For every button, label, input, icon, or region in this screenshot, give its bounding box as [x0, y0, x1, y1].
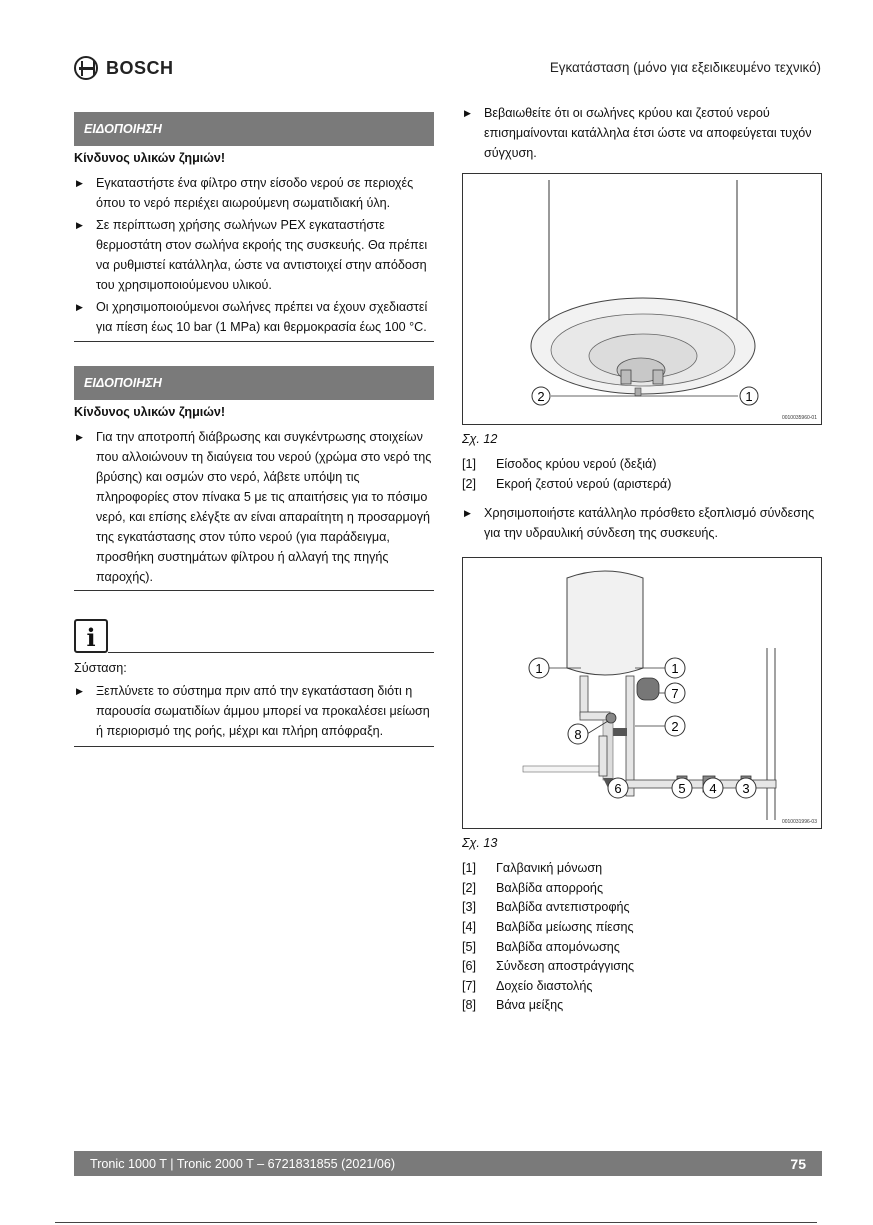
list-item: ▶ Βεβαιωθείτε ότι οι σωλήνες κρύου και ζεστού νερού επισημαίνονται κατάλληλα έτσι ώστε να αποφεύγεται τυχόν σύγχυση.	[462, 103, 822, 163]
bosch-armature-icon	[74, 56, 98, 80]
page-number: 75	[790, 1155, 806, 1172]
legend-item: [1] Γαλβανική μόνωση	[462, 861, 603, 876]
list-item: ▶ Σε περίπτωση χρήσης σωλήνων PEX εγκαταστήστε θερμοστάτη στον σωλήνα εκροής της συσκευής. Θα πρέπει να ρυθμιστεί κατάλληλα, ώστε να αντιστοιχεί στην απόδοση του χρησιμοποιούμενου υλικού.	[74, 215, 434, 295]
legend-item: [3] Βαλβίδα αντεπιστροφής	[462, 900, 630, 915]
figure-13	[462, 557, 822, 829]
legend-item: [7] Δοχείο διαστολής	[462, 978, 593, 993]
callout-4: 4	[709, 781, 717, 797]
legend-item: [5] Βαλβίδα απομόνωσης	[462, 939, 620, 954]
callout-3: 3	[742, 781, 750, 797]
figure-12	[462, 173, 822, 425]
callout-2: 2	[671, 719, 679, 735]
section-title: Εγκατάσταση (μόνο για εξειδικευμένο τεχνικό)	[549, 60, 821, 75]
callout-1-right: 1	[671, 661, 679, 677]
list-item: ▶ Για την αποτροπή διάβρωσης και συγκέντρωσης στοιχείων που αλλοιώνουν τη διαύγεια του νερού (χρώμα στο νερό της βρύσης) και οσμών στο νερό, λάβετε υπόψη τις πληροφορίες στον πίνακα 5 με τις απαιτήσεις για το πόσιμο νερό, και επίσης ελέγξτε αν είναι απαραίτητη η προσαρμογή της εγκατάστασης στον τύπο νερού (για παράδειγμα, προσθήκη συστημάτων φίλτρου ή αλλαγή της πηγής παροχής).	[74, 427, 434, 587]
info-header	[74, 619, 434, 653]
left-column	[74, 112, 434, 747]
legend-item: [8] Βάνα μείξης	[462, 998, 564, 1013]
info-label: Σύσταση:	[74, 661, 127, 675]
figure-caption: Σχ. 12	[462, 432, 498, 446]
intro-list	[462, 103, 822, 163]
list-item: ▶ Ξεπλύνετε το σύστημα πριν από την εγκατάσταση διότι η παρουσία σωματιδίων άμμου μπορεί να προκαλέσει μείωση ή περιορισμό της ροής, μέχρι και πλήρη απόφραξη.	[74, 681, 434, 741]
info-block	[74, 619, 434, 747]
notice-block-1	[74, 112, 434, 342]
notice-subtitle: Κίνδυνος υλικών ζημιών!	[74, 405, 226, 419]
list-item: ▶ Εγκαταστήστε ένα φίλτρο στην είσοδο νερού σε περιοχές όπου το νερό περιέχει αιωρούμενη σωματιδιακή ύλη.	[74, 173, 434, 213]
figure-13-legend	[462, 859, 822, 1016]
brand-name: BOSCH	[106, 57, 174, 78]
info-icon	[74, 619, 108, 653]
list-item: ▶ Οι χρησιμοποιούμενοι σωλήνες πρέπει να έχουν σχεδιαστεί για πίεση έως 10 bar (1 MPa) και θερμοκρασία έως 100 °C.	[74, 297, 434, 337]
notice-list	[74, 427, 434, 590]
legend-item: [6] Σύνδεση αποστράγγισης	[462, 959, 635, 974]
notice-list	[74, 173, 434, 341]
legend-item: [4] Βαλβίδα μείωσης πίεσης	[462, 919, 634, 934]
notice-subtitle: Κίνδυνος υλικών ζημιών!	[74, 151, 226, 165]
list-item: ▶ Χρησιμοποιήστε κατάλληλο πρόσθετο εξοπλισμό σύνδεσης για την υδραυλική σύνδεση της συσκευής.	[462, 503, 822, 543]
legend-item: [1] Είσοδος κρύου νερού (δεξιά)	[462, 457, 657, 471]
legend-item: [2] Εκροή ζεστού νερού (αριστερά)	[462, 476, 672, 491]
plumbing-connection-diagram	[463, 558, 821, 828]
figure-code: 0010035960-01	[781, 415, 817, 421]
callout-2: 2	[537, 389, 545, 404]
notice-block-2	[74, 366, 434, 591]
middle-list	[462, 503, 822, 543]
callout-8: 8	[574, 727, 582, 743]
document-reference: Tronic 1000 T | Tronic 2000 T – 6721831855 (2021/06)	[90, 1156, 396, 1171]
info-icon-letter: i	[86, 623, 96, 652]
callout-1: 1	[745, 389, 753, 404]
brand-logo	[74, 56, 174, 80]
divider	[55, 1222, 817, 1223]
callout-6: 6	[614, 781, 622, 797]
footer-bar	[74, 1151, 822, 1176]
callout-5: 5	[678, 781, 686, 797]
divider	[108, 652, 434, 653]
notice-title: ΕΙΔΟΠΟΙΗΣΗ	[74, 112, 434, 146]
notice-title: ΕΙΔΟΠΟΙΗΣΗ	[74, 366, 434, 400]
water-heater-bottom-illustration	[463, 174, 821, 424]
info-list	[74, 681, 434, 746]
legend-item: [2] Βαλβίδα απορροής	[462, 880, 604, 895]
callout-1-left: 1	[535, 661, 543, 677]
right-column	[462, 103, 822, 1016]
callout-7: 7	[671, 686, 679, 702]
figure-caption: Σχ. 13	[462, 836, 498, 851]
figure-12-legend	[462, 455, 822, 494]
figure-code: 0010031996-03	[781, 819, 817, 826]
